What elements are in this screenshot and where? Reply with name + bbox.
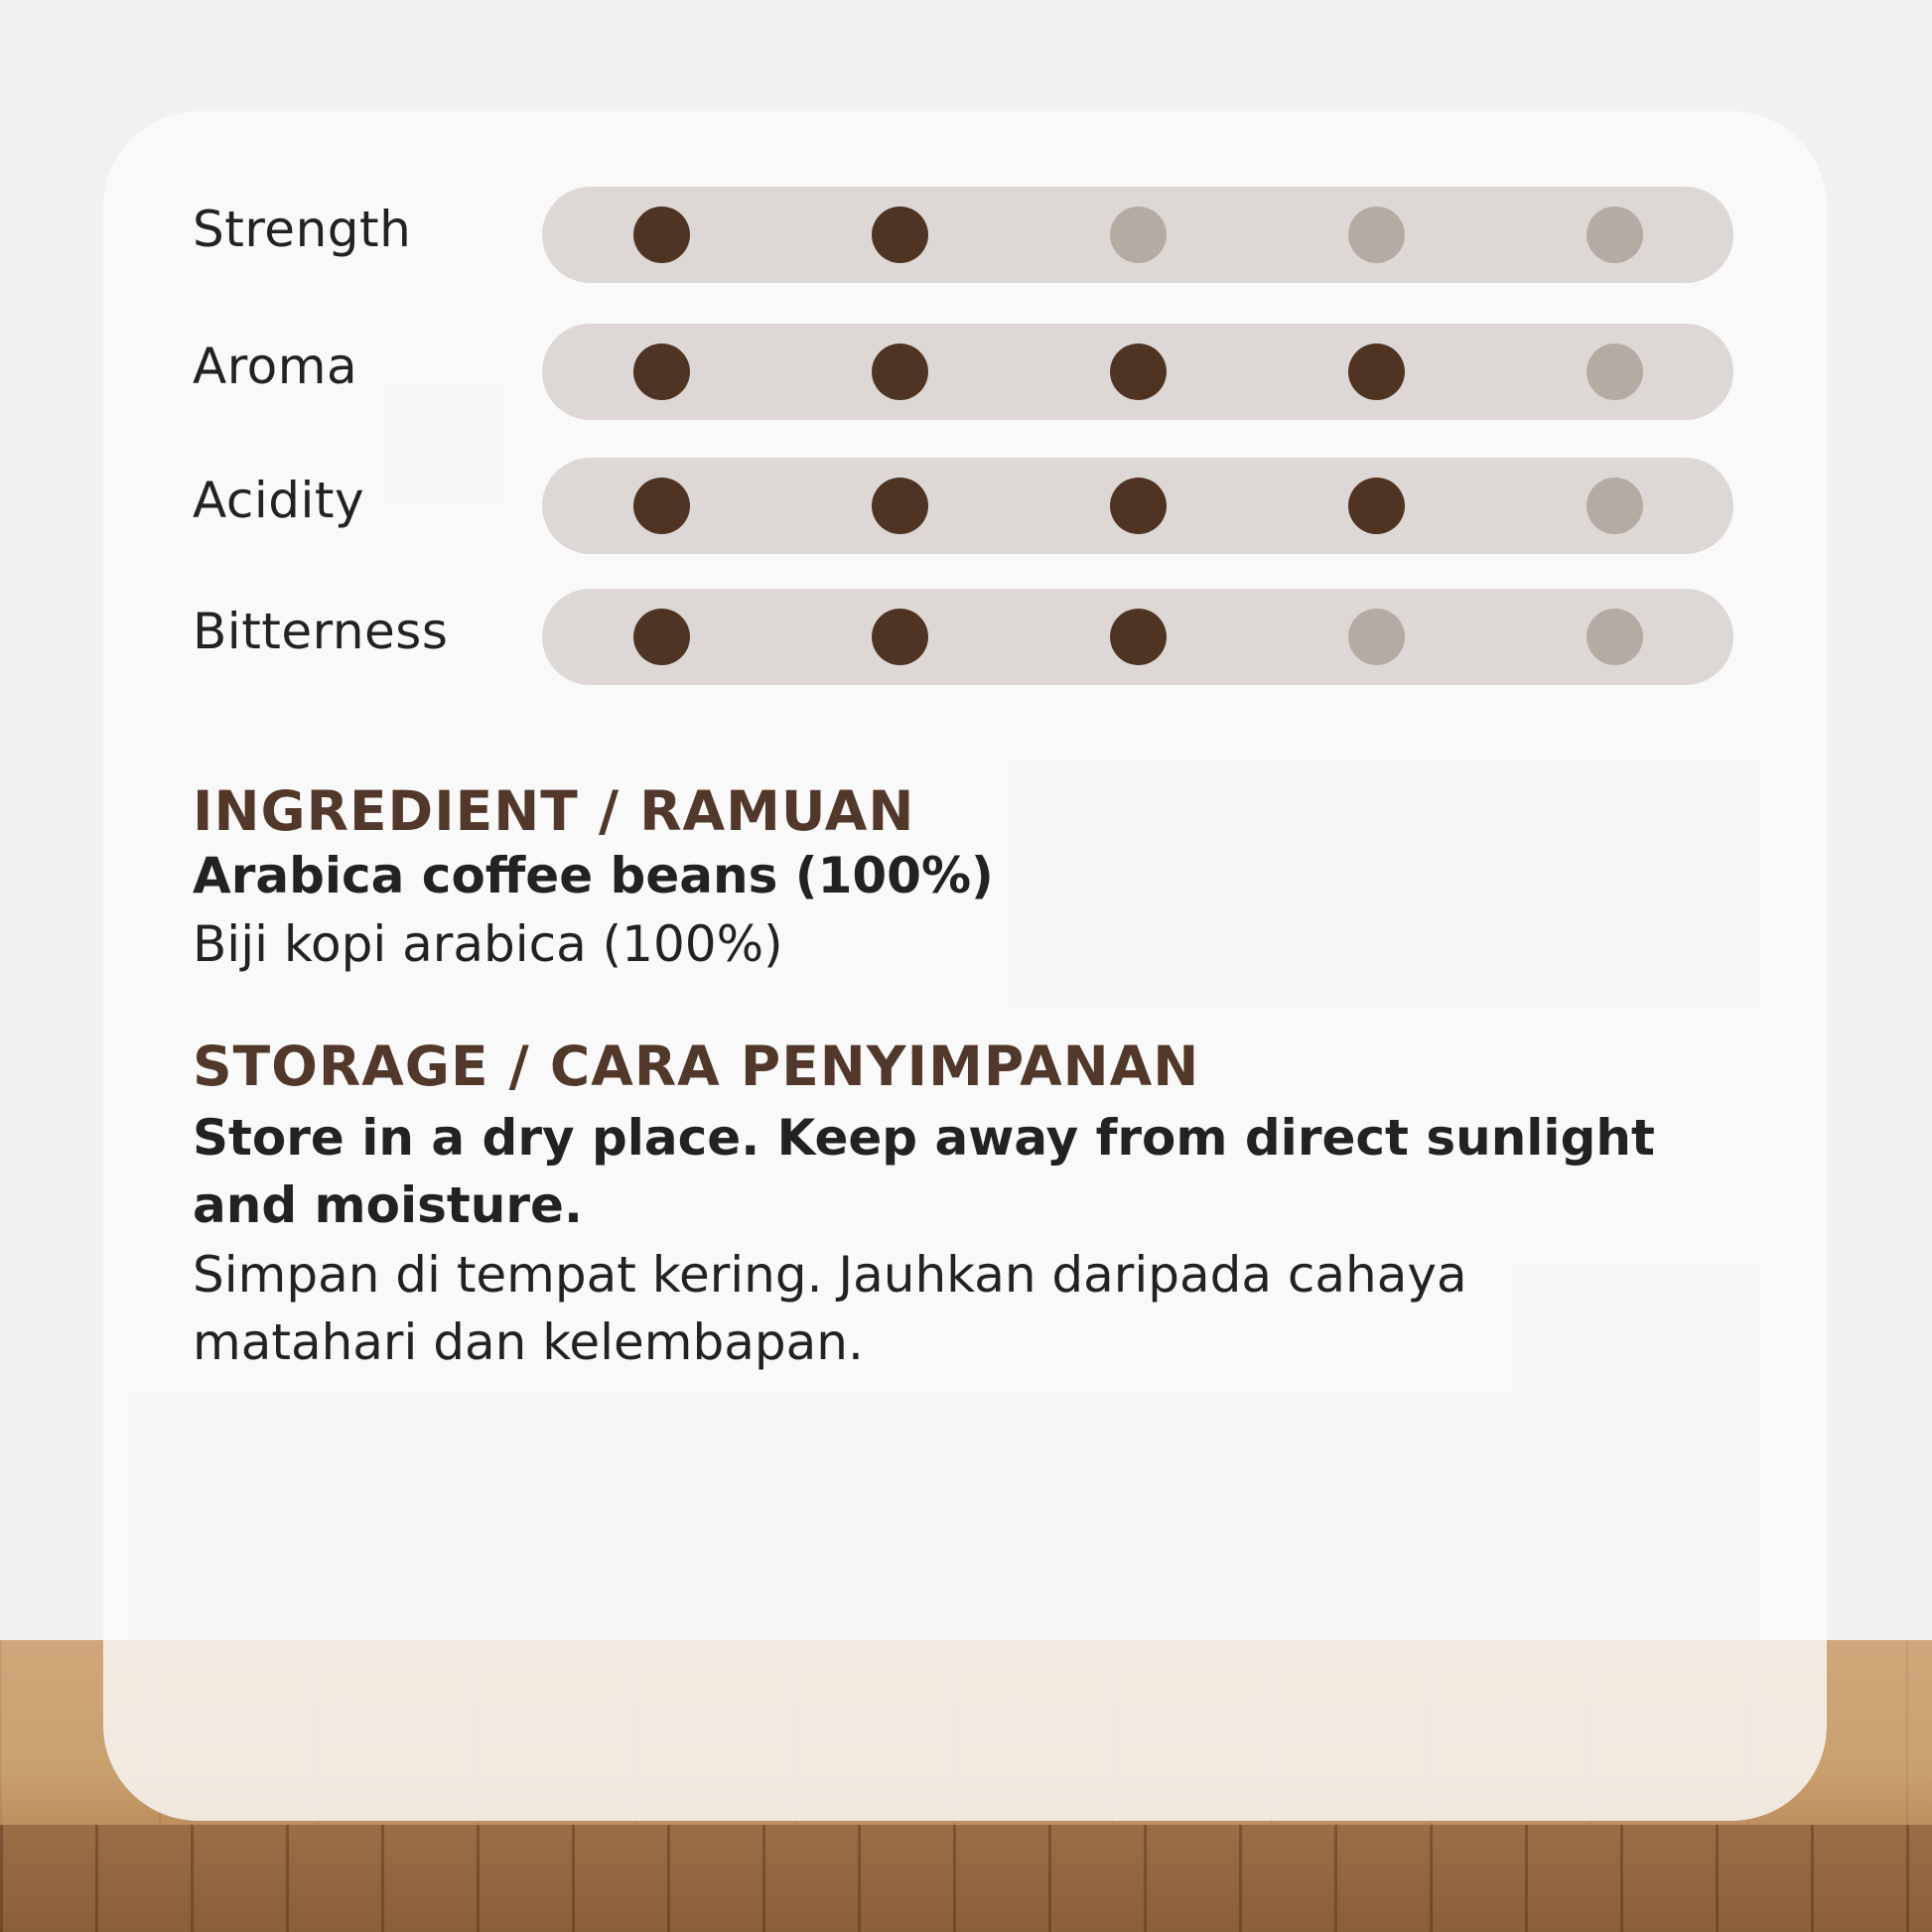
aroma-level-dot-empty [1587, 344, 1643, 400]
aroma-level-dot-filled [1110, 344, 1167, 400]
bitterness-level-dot-filled [872, 609, 928, 665]
profile-meter-aroma [542, 324, 1733, 420]
aroma-level-dot-filled [872, 344, 928, 400]
acidity-level-dot-empty [1587, 478, 1643, 534]
strength-level-dot-empty [1110, 207, 1167, 263]
storage-heading: STORAGE / CARA PENYIMPANAN [193, 1035, 1200, 1098]
bitterness-level-dot-filled [1110, 609, 1167, 665]
profile-meter-strength [542, 187, 1733, 283]
profile-meter-bitterness [542, 589, 1733, 685]
bitterness-level-dot-empty [1587, 609, 1643, 665]
profile-meter-acidity [542, 458, 1733, 554]
profile-label-strength: Strength [193, 201, 412, 258]
acidity-level-dot-filled [1110, 478, 1167, 534]
acidity-level-dot-filled [633, 478, 690, 534]
profile-label-aroma: Aroma [193, 338, 358, 395]
strength-level-dot-empty [1587, 207, 1643, 263]
storage-text-ms: Simpan di tempat kering. Jauhkan daripada cahaya matahari dan kelembapan. [193, 1246, 1467, 1371]
bitterness-level-dot-filled [633, 609, 690, 665]
profile-label-acidity: Acidity [193, 472, 365, 529]
ingredient-text-en: Arabica coffee beans (100%) [193, 847, 994, 904]
wooden-floor-front [0, 1825, 1932, 1932]
strength-level-dot-empty [1348, 207, 1405, 263]
strength-level-dot-filled [872, 207, 928, 263]
storage-text-en: Store in a dry place. Keep away from direct sunlight and moisture. [193, 1109, 1655, 1234]
aroma-level-dot-filled [633, 344, 690, 400]
bitterness-level-dot-empty [1348, 609, 1405, 665]
ingredient-text-ms: Biji kopi arabica (100%) [193, 915, 783, 973]
profile-label-bitterness: Bitterness [193, 603, 449, 660]
acidity-level-dot-filled [1348, 478, 1405, 534]
ingredient-heading: INGREDIENT / RAMUAN [193, 779, 915, 843]
acidity-level-dot-filled [872, 478, 928, 534]
aroma-level-dot-filled [1348, 344, 1405, 400]
strength-level-dot-filled [633, 207, 690, 263]
